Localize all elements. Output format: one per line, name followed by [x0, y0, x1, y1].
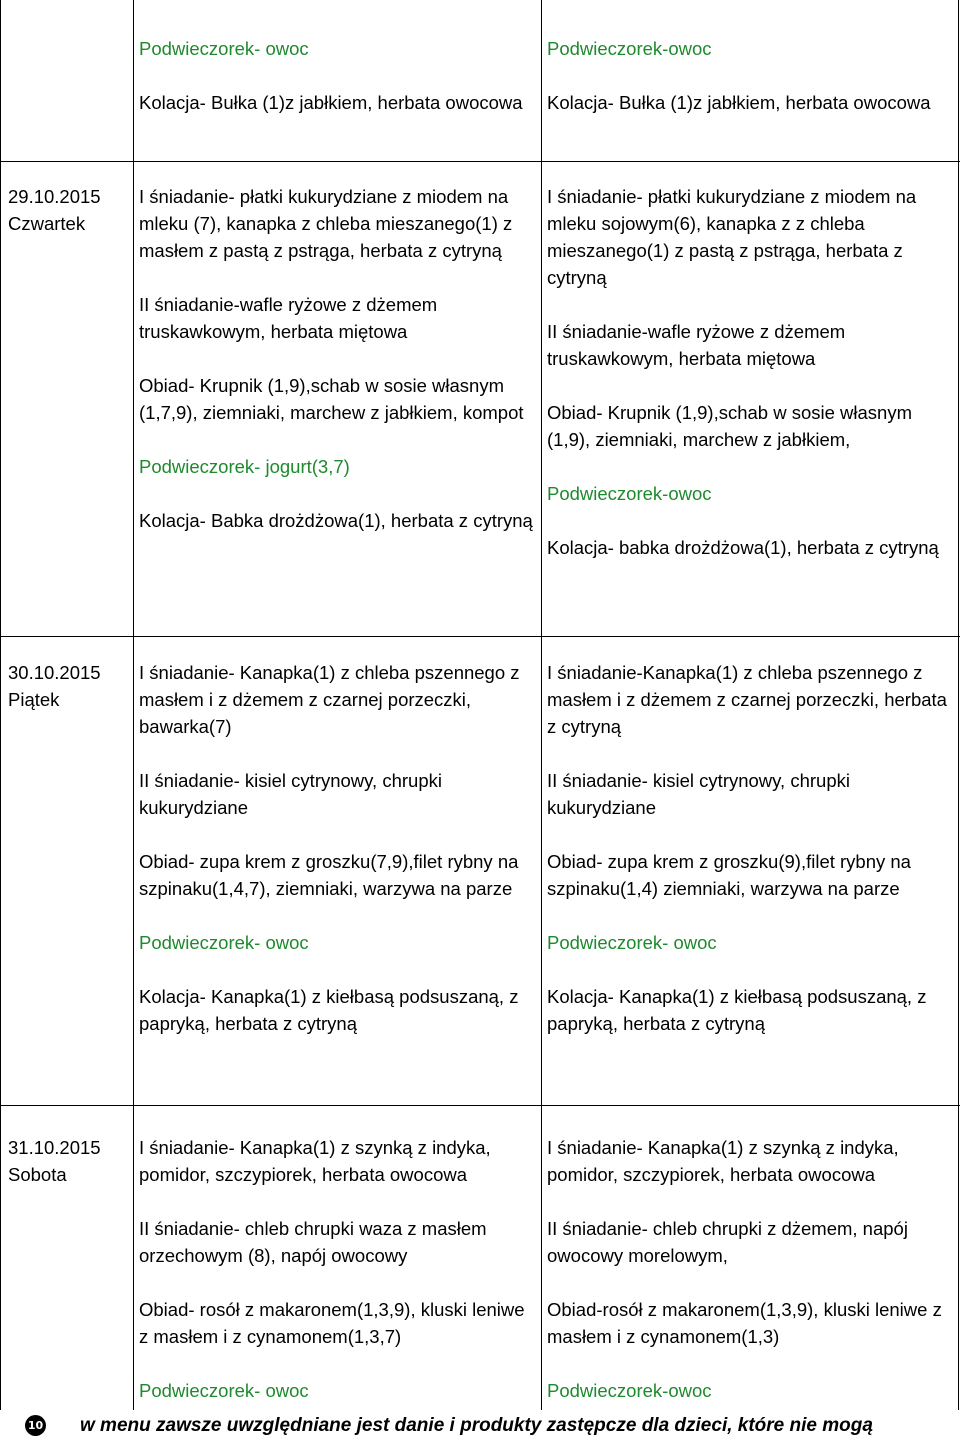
menu-item-kolacja: Kolacja- Bułka (1)z jabłkiem, herbata owocowa: [139, 92, 523, 113]
menu-item-podwieczorek: Podwieczorek- owoc: [139, 1380, 309, 1401]
day-date-cell: [8, 1134, 133, 1188]
menu-item-sniadanie-1: I śniadanie- Kanapka(1) z szynką z indyka, pomidor, szczypiorek, herbata owocowa: [547, 1137, 899, 1185]
menu-item-sniadanie-1: I śniadanie-Kanapka(1) z chleba pszennego z masłem i z dżemem z czarnej porzeczki, herbata z cytryną: [547, 662, 947, 737]
menu-item-sniadanie-1: I śniadanie- Kanapka(1) z szynką z indyka, pomidor, szczypiorek, herbata owocowa: [139, 1137, 491, 1185]
day-date: 31.10.2015: [8, 1137, 101, 1158]
day-alternative-menu: [547, 659, 952, 1037]
day-alternative-menu: [547, 1134, 955, 1404]
footer-note-text: w menu zawsze uwzględniane jest danie i produkty zastępcze dla dzieci, które nie mogą: [80, 1415, 873, 1436]
menu-item-obiad: Obiad- rosół z makaronem(1,3,9), kluski leniwe z masłem i z cynamonem(1,3,7): [139, 1299, 525, 1347]
day-standard-menu: [139, 659, 534, 1037]
day-date: 30.10.2015: [8, 662, 101, 683]
menu-item-podwieczorek: Podwieczorek- jogurt(3,7): [139, 456, 350, 477]
table-border-right: [958, 0, 959, 1410]
day-weekday: Czwartek: [8, 213, 86, 234]
day-weekday: Piątek: [8, 689, 60, 710]
menu-item-sniadanie-2: II śniadanie-wafle ryżowe z dżemem truskawkowym, herbata miętowa: [139, 294, 438, 342]
footer-note: [0, 1412, 960, 1440]
row-divider-1: [0, 161, 960, 162]
day-date-cell: [8, 183, 133, 237]
menu-item-kolacja: Kolacja- Bułka (1)z jabłkiem, herbata owocowa: [547, 92, 931, 113]
day-standard-menu: [139, 1134, 534, 1404]
top-row-standard-menu: [139, 35, 534, 116]
menu-item-obiad: Obiad- Krupnik (1,9),schab w sosie własnym (1,9), ziemniaki, marchew z jabłkiem,: [547, 402, 913, 450]
menu-item-sniadanie-1: I śniadanie- płatki kukurydziane z miodem na mleku (7), kanapka z chleba mieszanego(1) z masłem z pastą z pstrąga, herbata z cytryną: [139, 186, 513, 261]
day-date-cell: [8, 659, 133, 713]
menu-item-kolacja: Kolacja- Kanapka(1) z kiełbasą podsuszaną, z papryką, herbata z cytryną: [139, 986, 519, 1034]
day-date: 29.10.2015: [8, 186, 101, 207]
day-weekday: Sobota: [8, 1164, 67, 1185]
menu-item-sniadanie-2: II śniadanie- chleb chrupki waza z masłem orzechowym (8), napój owocowy: [139, 1218, 487, 1266]
menu-item-sniadanie-1: I śniadanie- Kanapka(1) z chleba pszennego z masłem i z dżemem z czarnej porzeczki, bawarka(7): [139, 662, 520, 737]
table-divider-menu: [541, 0, 542, 1410]
menu-item-obiad: Obiad- zupa krem z groszku(7,9),filet rybny na szpinaku(1,4,7), ziemniaki, warzywa na parze: [139, 851, 519, 899]
menu-item-podwieczorek: Podwieczorek-owoc: [547, 483, 712, 504]
menu-item-obiad: Obiad- Krupnik (1,9),schab w sosie własnym (1,7,9), ziemniaki, marchew z jabłkiem, kompot: [139, 375, 524, 423]
menu-item-sniadanie-2: II śniadanie-wafle ryżowe z dżemem truskawkowym, herbata miętowa: [547, 321, 846, 369]
menu-item-sniadanie-2: II śniadanie- chleb chrupki z dżemem, napój owocowy morelowym,: [547, 1218, 908, 1266]
menu-item-kolacja: Kolacja- Babka drożdżowa(1), herbata z cytryną: [139, 510, 533, 531]
menu-item-sniadanie-2: II śniadanie- kisiel cytrynowy, chrupki kukurydziane: [139, 770, 442, 818]
row-divider-2: [0, 636, 960, 637]
menu-item-podwieczorek: Podwieczorek-owoc: [547, 1380, 712, 1401]
menu-item-obiad: Obiad-rosół z makaronem(1,3,9), kluski leniwe z masłem i z cynamonem(1,3): [547, 1299, 942, 1347]
menu-item-sniadanie-1: I śniadanie- płatki kukurydziane z miodem na mleku sojowym(6), kanapka z z chleba mieszanego(1) z pastą z pstrąga, herbata z cytryną: [547, 186, 917, 288]
day-standard-menu: [139, 183, 534, 534]
table-border-left: [0, 0, 1, 1410]
menu-item-kolacja: Kolacja- Kanapka(1) z kiełbasą podsuszaną, z papryką, herbata z cytryną: [547, 986, 927, 1034]
menu-item-podwieczorek: Podwieczorek- owoc: [547, 932, 717, 953]
menu-item-sniadanie-2: II śniadanie- kisiel cytrynowy, chrupki kukurydziane: [547, 770, 850, 818]
row-divider-3: [0, 1105, 960, 1106]
table-divider-date: [133, 0, 134, 1410]
menu-item-kolacja: Kolacja- babka drożdżowa(1), herbata z cytryną: [547, 537, 939, 558]
menu-item-podwieczorek: Podwieczorek- owoc: [139, 38, 309, 59]
menu-item-podwieczorek: Podwieczorek- owoc: [139, 932, 309, 953]
top-row-alternative-menu: [547, 35, 955, 116]
menu-item-podwieczorek: Podwieczorek-owoc: [547, 38, 712, 59]
day-alternative-menu: [547, 183, 949, 561]
circled-number-10-icon: 10: [25, 1415, 46, 1436]
menu-item-obiad: Obiad- zupa krem z groszku(9),filet rybny na szpinaku(1,4) ziemniaki, warzywa na parze: [547, 851, 911, 899]
